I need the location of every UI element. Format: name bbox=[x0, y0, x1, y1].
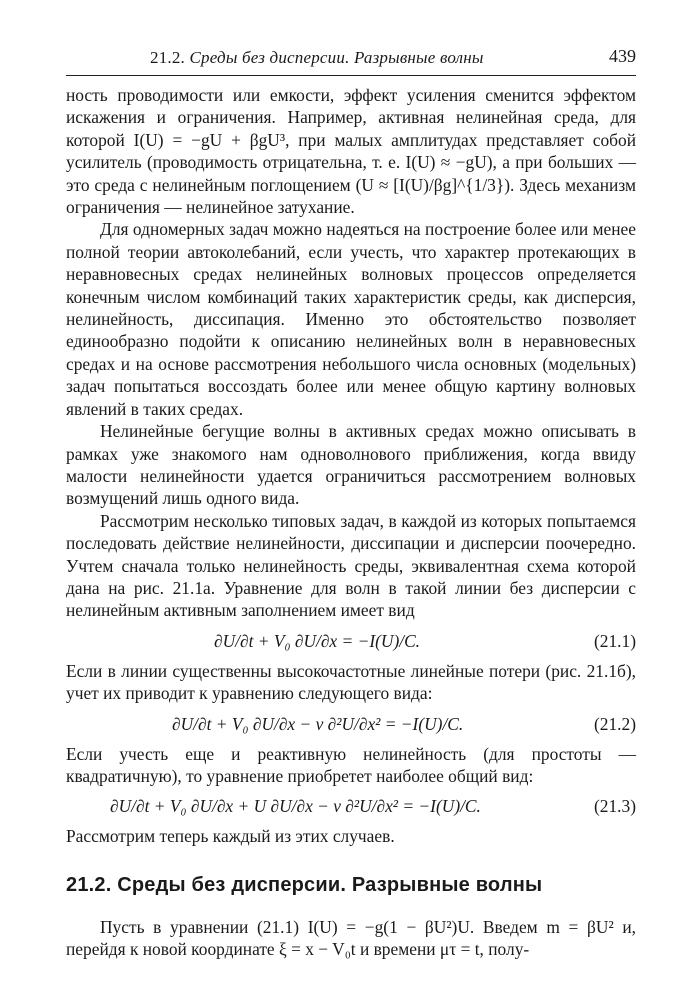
equation-formula: ∂U/∂t + V₀ ∂U/∂x + U ∂U/∂x − ν ∂²U/∂x² = −I(U)/C. bbox=[110, 796, 481, 817]
equation-formula: ∂U/∂t + V₀ ∂U/∂x = −I(U)/C. bbox=[214, 630, 421, 651]
paragraph-1: ность проводимости или емкости, эффект усиления сменится эффектом искажения и ограничения. Например, активная нелинейная среда, для которой I(U) = −gU + βgU³, при малых амплитудах представляет собой усилитель (проводимость отрицательна, т. е. I(U) ≈ −gU), а при больших — это среда с нелинейным поглощением (U ≈ [I(U)/βg]^{1/3}). Здесь механизм ограничения — нелинейное затухание. bbox=[66, 85, 636, 218]
equation-formula: ∂U/∂t + V₀ ∂U/∂x − ν ∂²U/∂x² = −I(U)/C. bbox=[172, 713, 464, 734]
paragraph-8: Пусть в уравнении (21.1) I(U) = −g(1 − βU²)U. Введем m = βU² и, перейдя к новой координате ξ = x − V₀t и времени μτ = t, полу- bbox=[66, 916, 636, 960]
paragraph-5: Если в линии существенны высокочастотные линейные потери (рис. 21.1б), учет их приводит к уравнению следующего вида: bbox=[66, 660, 636, 704]
page-number: 439 bbox=[609, 46, 636, 66]
paragraph-2: Для одномерных задач можно надеяться на построение более или менее полной теории автоколебаний, если учесть, что характер протекающих в неравновесных средах нелинейных волновых процессов определяется конечным числом комбинаций таких характеристик среды, как дисперсия, нелинейность, диссипация. Именно это обстоятельство позволяет единообразно подойти к описанию нелинейных волн в неравновесных средах и на основе рассмотрения небольшого числа основных (модельных) задач попытаться воссоздать более или менее общую картину волновых явлений в таких средах. bbox=[66, 219, 636, 419]
equation-21-1 bbox=[66, 622, 636, 660]
paragraph-3: Нелинейные бегущие волны в активных средах можно описывать в рамках уже знакомого нам одноволнового приближения, когда ввиду малости нелинейности удается ограничиться рассмотрением волновых возмущений лишь одного вида. bbox=[66, 421, 636, 509]
paragraph-7: Рассмотрим теперь каждый из этих случаев. bbox=[66, 826, 395, 847]
equation-number: (21.1) bbox=[593, 630, 636, 651]
equation-21-3 bbox=[66, 787, 636, 825]
body-text bbox=[66, 84, 636, 961]
equation-number: (21.2) bbox=[593, 713, 636, 734]
header-rule bbox=[66, 75, 636, 76]
running-section-number: 21.2. bbox=[150, 48, 185, 67]
paragraph-6: Если учесть еще и реактивную нелинейность (для простоты — квадратичную), то уравнение приобретет наиболее общий вид: bbox=[66, 743, 636, 786]
equation-number: (21.3) bbox=[593, 796, 636, 817]
running-title bbox=[150, 48, 484, 68]
equation-21-2 bbox=[66, 705, 636, 743]
running-head bbox=[66, 44, 636, 70]
paragraph-4: Рассмотрим несколько типовых задач, в каждой из которых попытаемся последовать действие нелинейности, диссипации и дисперсии поочередно. Учтем сначала только нелинейность среды, эквивалентная схема которой дана на рис. 21.1а. Уравнение для волн в такой линии без дисперсии с нелинейным активным заполнением имеет вид bbox=[66, 510, 636, 621]
running-title-text: Среды без дисперсии. Разрывные волны bbox=[189, 48, 484, 67]
section-heading: 21.2. Среды без дисперсии. Разрывные волны bbox=[66, 873, 543, 896]
